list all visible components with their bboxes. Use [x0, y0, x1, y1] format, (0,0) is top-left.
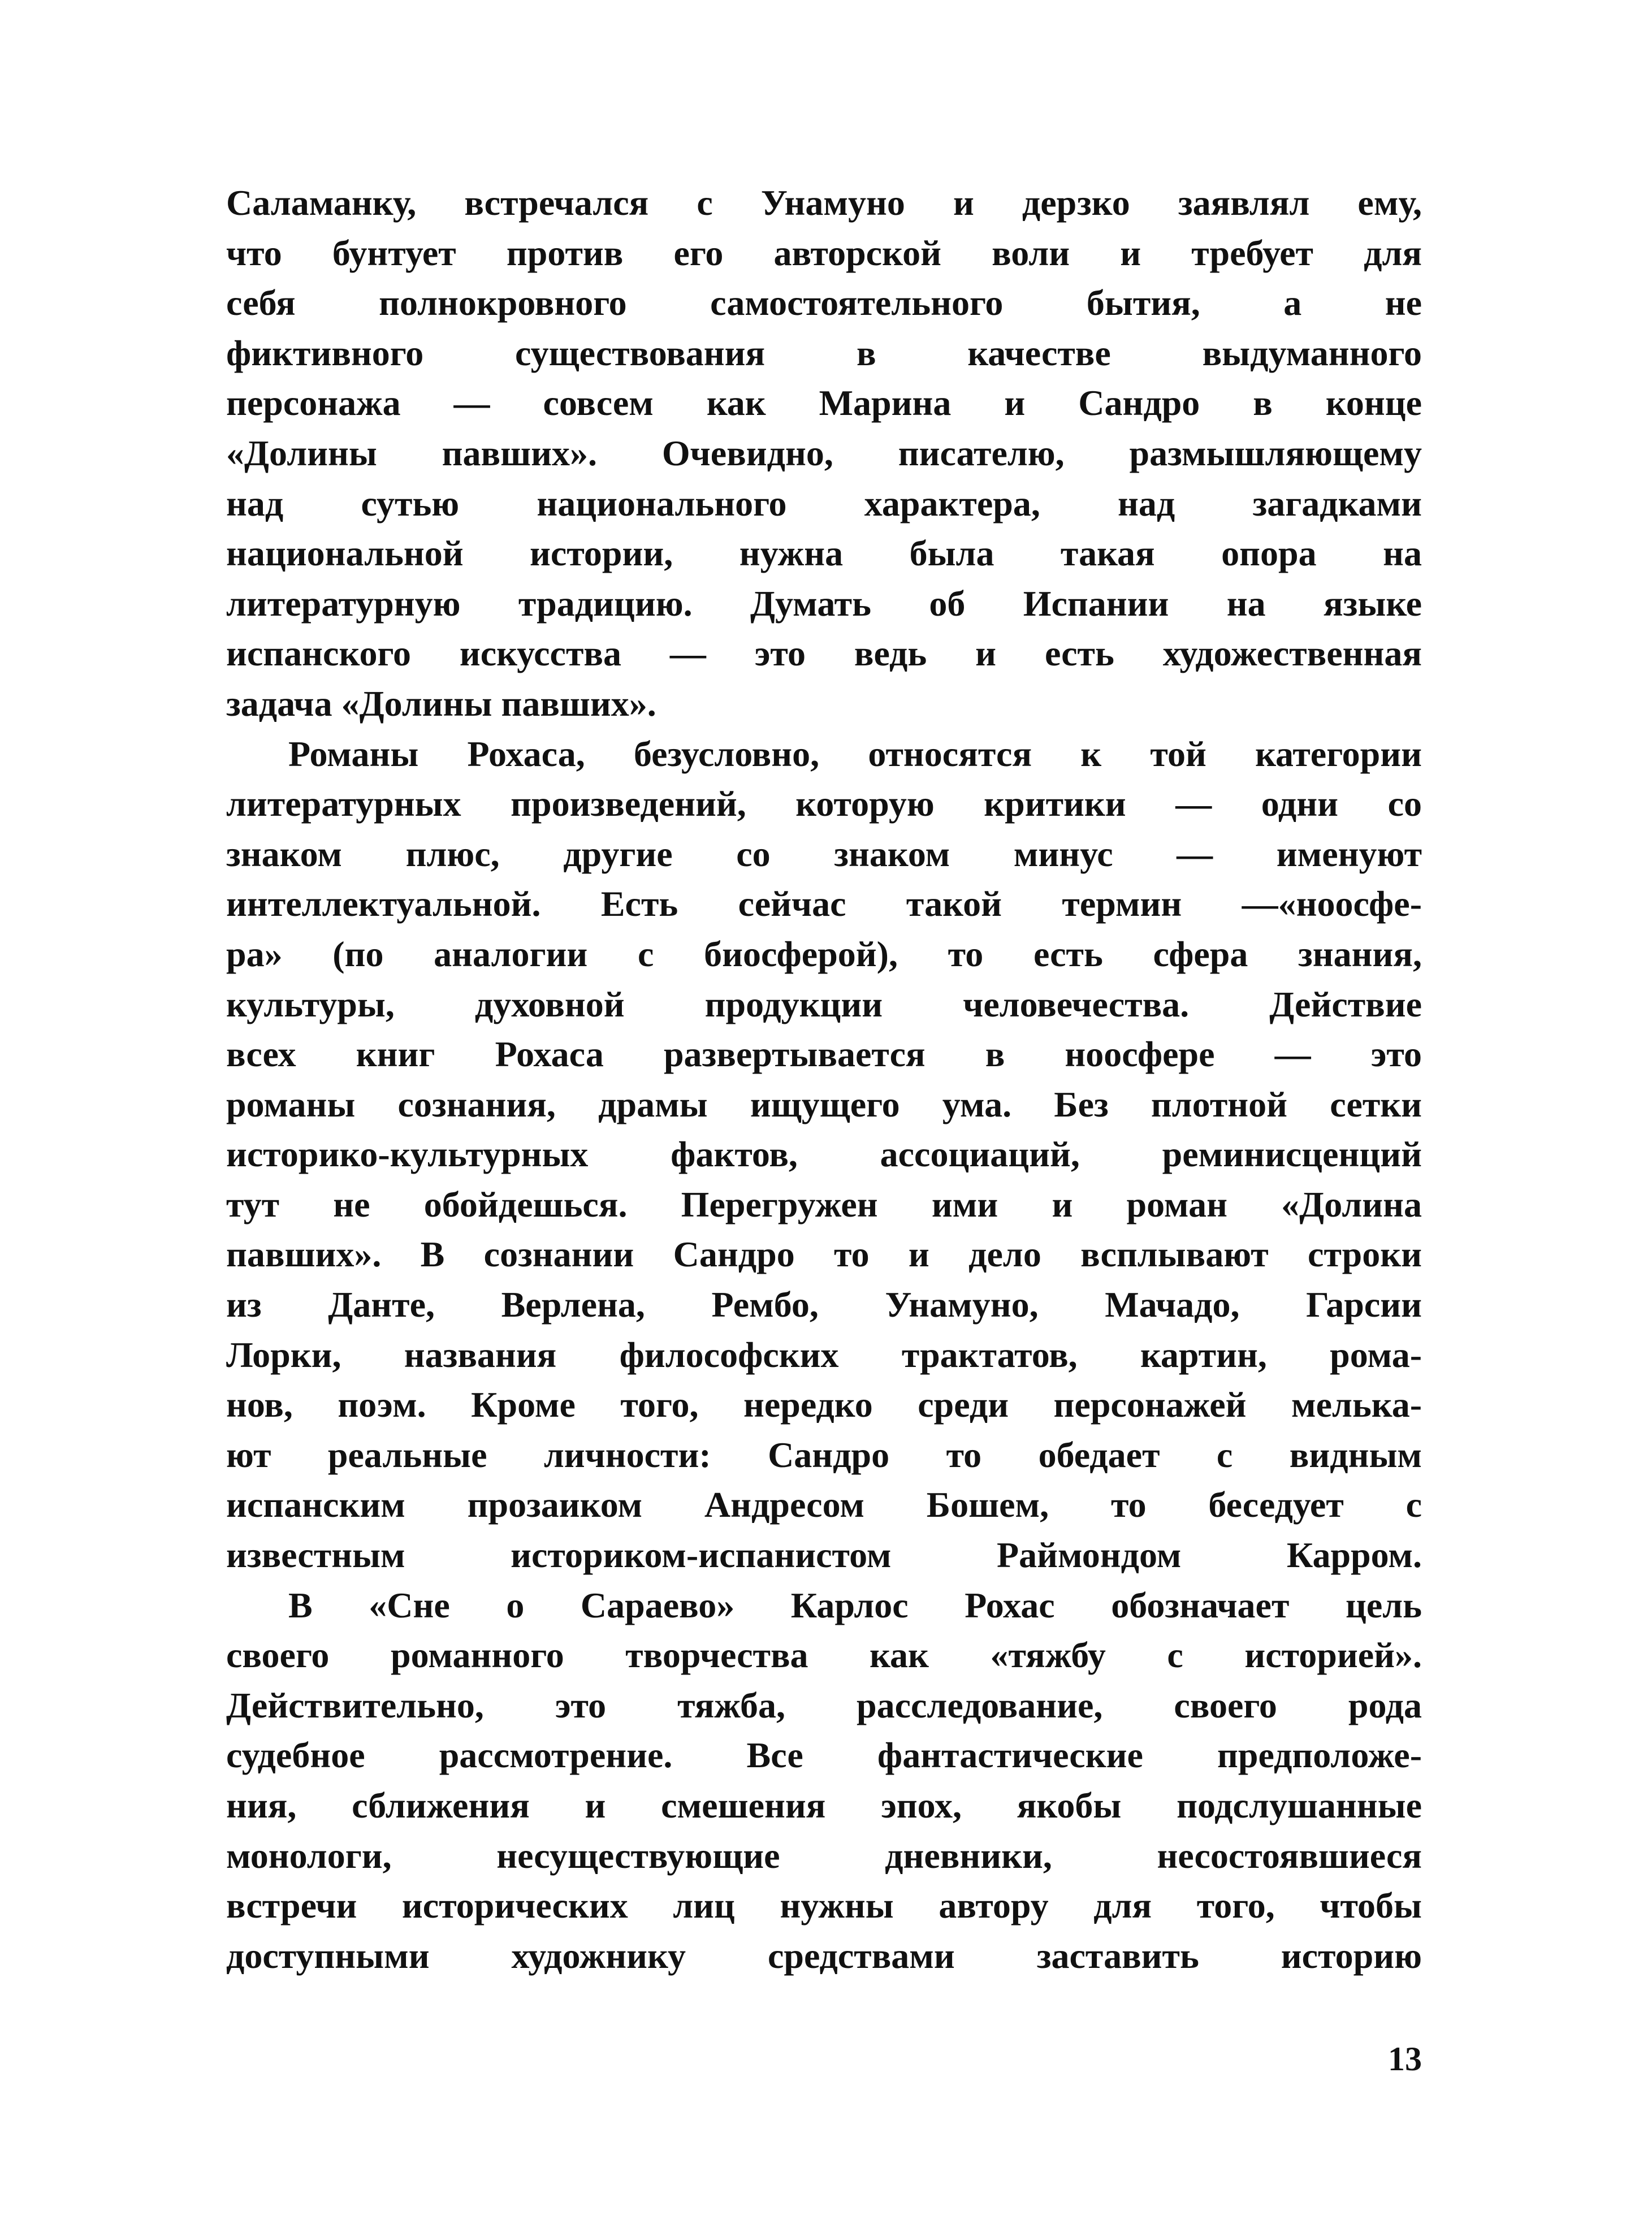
text-line: Лорки, названия философских трактатов, картин, рома-: [226, 1334, 1422, 1375]
text-line: ют реальные личности: Сандро то обедает с видным: [226, 1434, 1422, 1475]
text-line: фиктивного существования в качестве выдуманного: [226, 332, 1422, 373]
text-line: монологи, несуществующие дневники, несостоявшиеся: [226, 1835, 1422, 1876]
text-line: встречи исторических лиц нужны автору для того, чтобы: [226, 1885, 1422, 1926]
text-line: ра» (по аналогии с биосферой), то есть сфера знания,: [226, 933, 1422, 974]
text-line: В «Сне о Сараево» Карлос Рохас обозначает цель: [288, 1585, 1422, 1625]
text-line: своего романного творчества как «тяжбу с историей».: [226, 1635, 1422, 1676]
text-line: судебное рассмотрение. Все фантастические предположе-: [226, 1735, 1422, 1776]
text-line: персонажа — совсем как Марина и Сандро в конце: [226, 383, 1422, 423]
text-line: романы сознания, драмы ищущего ума. Без плотной сетки: [226, 1084, 1422, 1124]
text-line: что бунтует против его авторской воли и требует для: [226, 232, 1422, 273]
text-line: всех книг Рохаса развертывается в ноосфере — это: [226, 1034, 1422, 1075]
text-line: литературных произведений, которую критики — одни со: [226, 784, 1422, 824]
text-line: себя полнокровного самостоятельного бытия, а не: [226, 283, 1422, 323]
text-line: Романы Рохаса, безусловно, относятся к той категории: [288, 733, 1422, 774]
page-number: 13: [1388, 2040, 1422, 2078]
text-line: известным историком-испанистом Раймондом Карром.: [226, 1535, 1422, 1576]
text-line: испанского искусства — это ведь и есть художественная: [226, 633, 1422, 674]
text-line: задача «Долины павших».: [226, 683, 656, 724]
text-line: «Долины павших». Очевидно, писателю, размышляющему: [226, 432, 1422, 473]
text-line: нов, поэм. Кроме того, нередко среди персонажей мелька-: [226, 1384, 1422, 1425]
text-line: знаком плюс, другие со знаком минус — именуют: [226, 833, 1422, 874]
page-text: [226, 178, 1422, 1981]
text-line: испанским прозаиком Андресом Бошем, то беседует с: [226, 1485, 1422, 1525]
text-line: литературную традицию. Думать об Испании на языке: [226, 583, 1422, 624]
text-line: национальной истории, нужна была такая опора на: [226, 533, 1422, 574]
text-line: тут не обойдешься. Перегружен ими и роман «Долина: [226, 1184, 1422, 1224]
text-line: над сутью национального характера, над загадками: [226, 483, 1422, 523]
text-line: историко-культурных фактов, ассоциаций, реминисценций: [226, 1134, 1422, 1175]
text-line: интеллектуальной. Есть сейчас такой термин —«ноосфе-: [226, 884, 1422, 924]
text-line: доступными художнику средствами заставить историю: [226, 1935, 1422, 1976]
text-line: из Данте, Верлена, Рембо, Унамуно, Мачадо, Гарсии: [226, 1284, 1422, 1325]
text-line: павших». В сознании Сандро то и дело всплывают строки: [226, 1234, 1422, 1275]
text-line: ния, сближения и смешения эпох, якобы подслушанные: [226, 1785, 1422, 1825]
text-line: Саламанку, встречался с Унамуно и дерзко заявлял ему,: [226, 183, 1422, 223]
text-line: Действительно, это тяжба, расследование, своего рода: [226, 1685, 1422, 1725]
text-line: культуры, духовной продукции человечества. Действие: [226, 984, 1422, 1024]
